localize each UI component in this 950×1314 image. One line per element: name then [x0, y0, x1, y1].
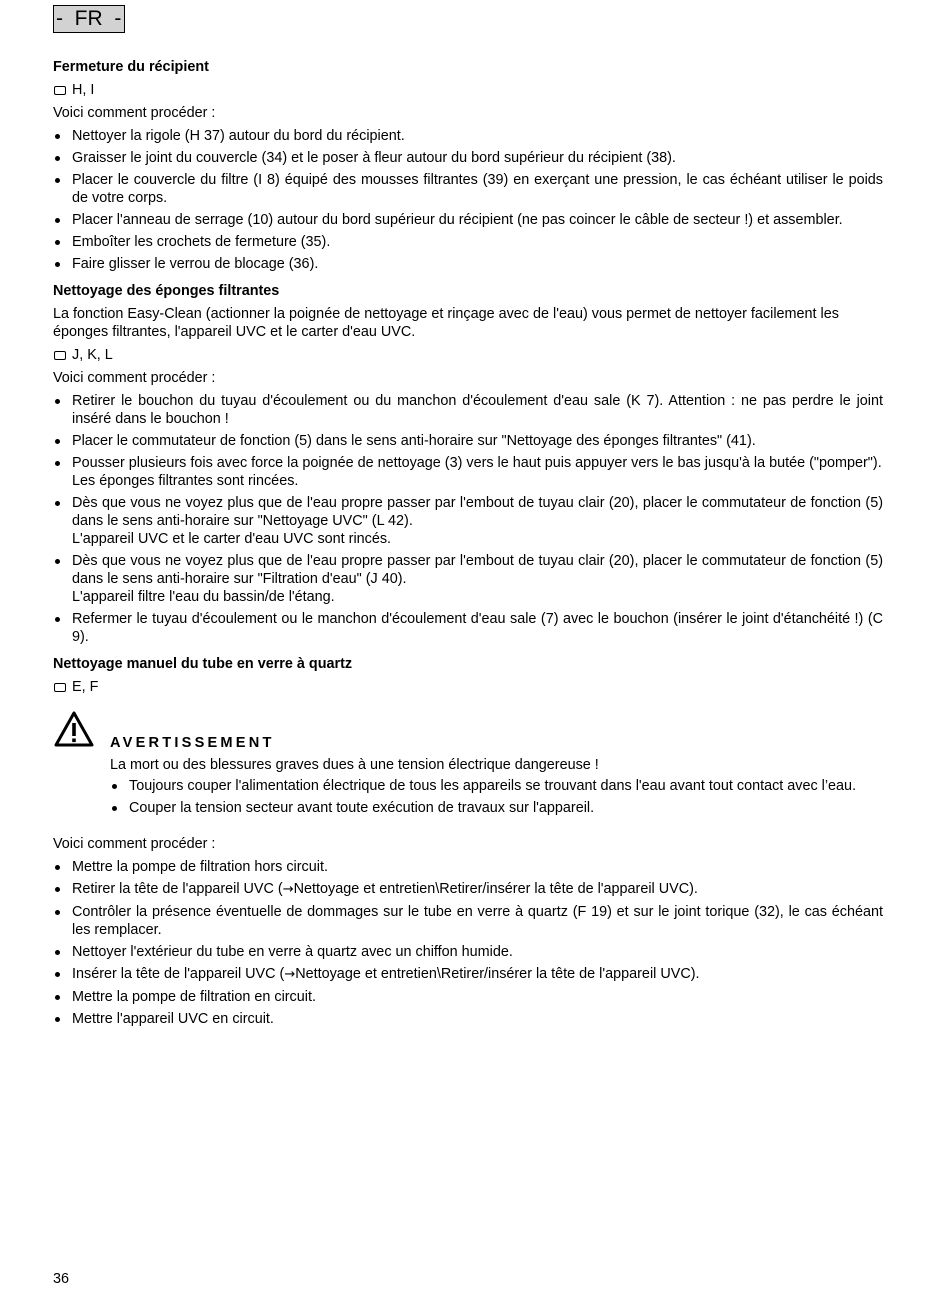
list-item — [53, 965, 883, 984]
section-fermeture — [53, 58, 883, 273]
step-text: Mettre la pompe de filtration en circuit. — [72, 989, 316, 1005]
procedure-intro: Voici comment procéder : — [53, 836, 216, 852]
section-title: Nettoyage manuel du tube en verre à quartz — [53, 656, 353, 672]
warning-text: La mort ou des blessures graves dues à une tension électrique dangereuse ! — [110, 757, 599, 773]
book-icon — [54, 351, 66, 360]
list-item — [53, 903, 883, 939]
section-title: Fermeture du récipient — [53, 59, 209, 75]
book-icon — [54, 86, 66, 95]
arrow-right-icon: → — [284, 967, 296, 982]
book-icon — [54, 683, 66, 692]
list-item: Toujours couper l'alimentation électrique de tous les appareils se trouvant dans l'eau avant tout contact avec l’eau. — [110, 777, 883, 795]
step-result: L'appareil filtre l'eau du bassin/de l'étang. — [72, 589, 335, 605]
step-result: Les éponges filtrantes sont rincées. — [72, 473, 299, 489]
warning-body — [110, 710, 883, 823]
figure-reference-text: E, F — [72, 679, 99, 695]
figure-reference-text: H, I — [72, 82, 95, 98]
figure-reference — [53, 678, 883, 696]
list-item — [53, 610, 883, 646]
step-text: Insérer la tête de l'appareil UVC ( — [72, 966, 285, 982]
figure-reference — [53, 346, 883, 364]
arrow-right-icon: → — [282, 882, 294, 897]
list-item — [53, 943, 883, 961]
list-item: Couper la tension secteur avant toute exécution de travaux sur l'appareil. — [110, 799, 883, 817]
warning-title: AVERTISSEMENT — [110, 735, 275, 751]
procedure-list — [53, 858, 883, 1028]
list-item: Faire glisser le verrou de blocage (36). — [53, 255, 883, 273]
list-item — [53, 454, 883, 490]
section-description: La fonction Easy-Clean (actionner la poignée de nettoyage et rinçage avec de l'eau) vous permet de nettoyer facilement les éponges filtrantes, l'appareil UVC et le carter d'eau UVC. — [53, 306, 839, 340]
step-text: Contrôler la présence éventuelle de dommages sur le tube en verre à quartz (F 19) et sur le joint torique (32), le cas échéant les remplacer. — [72, 904, 883, 938]
step-result: L'appareil UVC et le carter d'eau UVC sont rincés. — [72, 531, 392, 547]
page-content — [53, 5, 883, 1034]
warning-box — [53, 710, 883, 823]
step-text: Retirer le bouchon du tuyau d'écoulement ou du manchon d'écoulement d'eau sale (K 7). Attention : ne pas perdre le joint inséré dans le bouchon ! — [72, 393, 883, 427]
list-item: Placer l'anneau de serrage (10) autour du bord supérieur du récipient (ne pas coincer le câble de secteur !) et assembler. — [53, 211, 883, 229]
page-number: 36 — [53, 1271, 70, 1287]
list-item: Placer le couvercle du filtre (I 8) équipé des mousses filtrantes (39) en exerçant une pression, le cas échéant utiliser le poids de votre corps. — [53, 171, 883, 207]
step-text-ref: Nettoyage et entretien\Retirer/insérer la tête de l'appareil UVC). — [293, 881, 698, 897]
section-nettoyage-eponges — [53, 282, 883, 646]
step-text: Dès que vous ne voyez plus que de l'eau propre passer par l'embout de tuyau clair (20), placer le commutateur de fonction (5) dans le sens anti-horaire sur "Nettoyage UVC" (L 42). — [72, 495, 883, 529]
step-text: Pousser plusieurs fois avec force la poignée de nettoyage (3) vers le haut puis appuyer vers le bas jusqu'à la butée ("pomper"). — [72, 455, 882, 471]
procedure-list — [53, 127, 883, 273]
list-item — [53, 432, 883, 450]
procedure-intro: Voici comment procéder : — [53, 370, 216, 386]
list-item: Graisser le joint du couvercle (34) et le poser à fleur autour du bord supérieur du récipient (38). — [53, 149, 883, 167]
list-item — [53, 880, 883, 899]
procedure-list — [53, 392, 883, 646]
warning-triangle-icon — [53, 710, 95, 748]
list-item — [53, 494, 883, 548]
figure-reference-text: J, K, L — [72, 347, 113, 363]
step-text-ref: Nettoyage et entretien\Retirer/insérer la tête de l'appareil UVC). — [295, 966, 700, 982]
step-text: Nettoyer l'extérieur du tube en verre à quartz avec un chiffon humide. — [72, 944, 513, 960]
list-item — [53, 1010, 883, 1028]
step-text: Retirer la tête de l'appareil UVC ( — [72, 881, 283, 897]
list-item — [53, 392, 883, 428]
list-item — [53, 552, 883, 606]
procedure-intro: Voici comment procéder : — [53, 105, 216, 121]
list-item — [53, 858, 883, 876]
list-item: Emboîter les crochets de fermeture (35). — [53, 233, 883, 251]
list-item — [53, 988, 883, 1006]
list-item: Nettoyer la rigole (H 37) autour du bord du récipient. — [53, 127, 883, 145]
section-title: Nettoyage des éponges filtrantes — [53, 283, 280, 299]
step-text: Placer le commutateur de fonction (5) dans le sens anti-horaire sur "Nettoyage des éponges filtrantes" (41). — [72, 433, 756, 449]
section-nettoyage-tube-quartz — [53, 655, 883, 1028]
step-text: Mettre l'appareil UVC en circuit. — [72, 1011, 274, 1027]
warning-list — [110, 777, 883, 817]
step-text: Mettre la pompe de filtration hors circuit. — [72, 859, 328, 875]
figure-reference — [53, 81, 883, 99]
step-text: Dès que vous ne voyez plus que de l'eau propre passer par l'embout de tuyau clair (20), placer le commutateur de fonction (5) dans le sens anti-horaire sur "Filtration d'eau" (J 40). — [72, 553, 883, 587]
language-badge: - FR - — [53, 5, 125, 33]
step-text: Refermer le tuyau d'écoulement ou le manchon d'écoulement d'eau sale (7) avec le bouchon (insérer le joint d'étanchéité !) (C 9). — [72, 611, 883, 645]
